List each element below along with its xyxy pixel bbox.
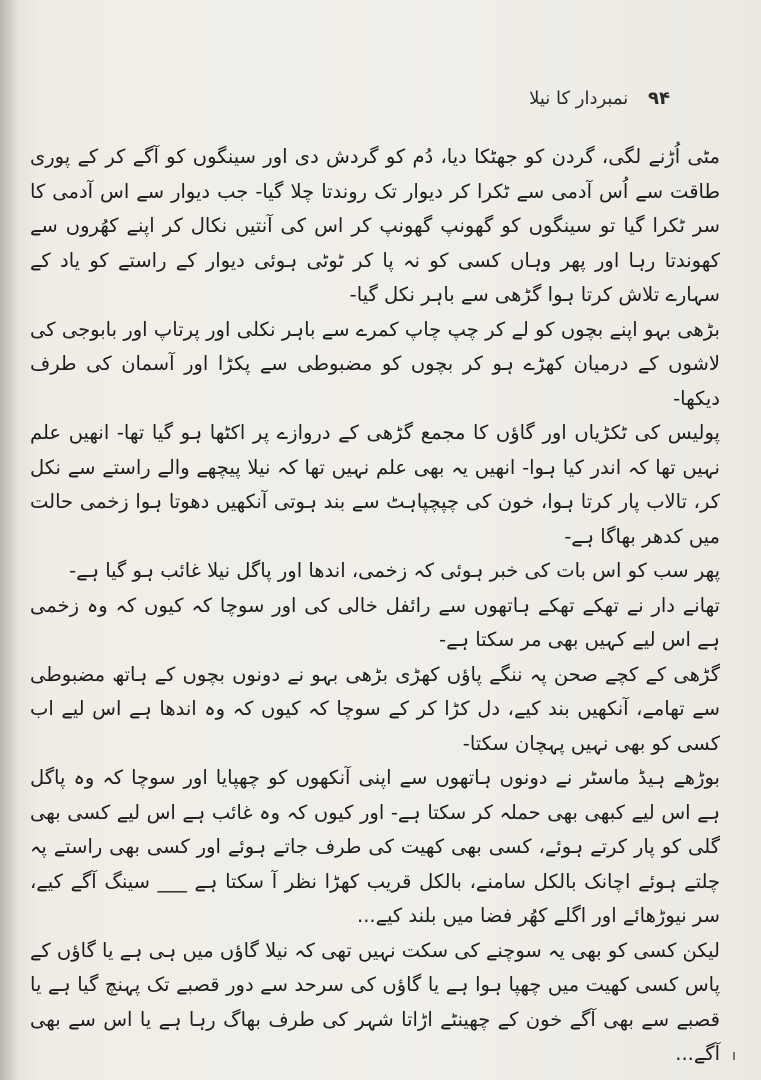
- paragraph: مٹی اُڑنے لگی، گردن کو جھٹکا دیا، دُم کو گردش دی اور سینگوں کو آگے کر کے پوری طاقت سے اُس آدمی سے ٹکرا کر دیوار تک روندتا چلا گیا- جب دیوار سے اس آدمی کا سر ٹکرا گیا تو سینگوں کو گھونپ گھونپ کر اس کی آنتیں نکال کر اپنے کھُروں سے کھوندتا رہا اور پھر وہاں کسی کو نہ پا کر ٹوٹی ہوئی دیوار کے راستے کو یاد کے سہارے تلاش کرتا ہوا گڑھی سے باہر نکل گیا-: [30, 145, 720, 306]
- page-corner-mark: [733, 1052, 741, 1060]
- paragraph: پولیس کی ٹکڑیاں اور گاؤں کا مجمع گڑھی کے دروازے پر اکٹھا ہو گیا تھا- انھیں علم نہیں تھا کہ اندر کیا ہوا- انھیں یہ بھی علم نہیں تھا کہ نیلا پیچھے والے راستے سے نکل کر، تالاب پار کرتا ہوا، خون کی چپچپاہٹ سے بند ہوتی آنکھیں دھوتا ہوا زخمی حالت میں کدھر بھاگا ہے-: [30, 421, 720, 548]
- paragraph: بڑھی بہو اپنے بچوں کو لے کر چپ چاپ کمرے سے باہر نکلی اور پرتاپ اور بابوجی کی لاشوں کے درمیان کھڑے ہو کر بچوں کو مضبوطی سے پکڑا اور آسمان کی طرف دیکھا-: [30, 317, 720, 410]
- running-title: نمبردار کا نیلا: [529, 88, 629, 109]
- page-header: [490, 88, 670, 109]
- page-body-text: [30, 140, 720, 1072]
- paragraph: پھر سب کو اس بات کی خبر ہوئی کہ زخمی، اندھا اور پاگل نیلا غائب ہو گیا ہے-: [69, 559, 720, 582]
- paragraph: گڑھی کے کچے صحن پہ ننگے پاؤں کھڑی بڑھی بہو نے دونوں بچوں کے ہاتھ مضبوطی سے تھامے، آنکھیں بند کیے، دل کڑا کر کے سوچا کہ کیوں کہ وہ اندھا ہے اس لیے اب کسی کو بھی نہیں پہچان سکتا-: [30, 662, 720, 755]
- page-gutter-shadow: [0, 0, 18, 1080]
- paragraph: لیکن کسی کو بھی یہ سوچنے کی سکت نہیں تھی کہ نیلا گاؤں میں ہی ہے یا گاؤں کے پاس کسی کھیت میں چھپا ہوا ہے یا گاؤں کی سرحد سے دور قصبے تک پہنچ گیا ہے یا قصبے سے بھی آگے خون کے چھینٹے اڑاتا شہر کی طرف بھاگ رہا ہے یا اس سے بھی آگے...: [29, 938, 720, 1065]
- page-number: ۹۴: [648, 88, 670, 109]
- paragraph: بوڑھے ہیڈ ماسٹر نے دونوں ہاتھوں سے اپنی آنکھوں کو چھپایا اور سوچا کہ وہ پاگل ہے اس لیے کبھی بھی حملہ کر سکتا ہے- اور کیوں کہ وہ غائب ہے اس لیے کسی بھی گلی کو پار کرتے ہوئے، کسی بھی کھیت کی طرف جاتے ہوئے اور کسی بھی راستے پہ چلتے ہوئے اچانک بالکل سامنے، بالکل قریب کھڑا نظر آ سکتا ہے ___ سینگ آگے کیے، سر نیوڑھائے اور اگلے کھُر فضا میں بلند کیے...: [30, 766, 720, 927]
- paragraph: تھانے دار نے تھکے تھکے ہاتھوں سے رائفل خالی کی اور سوچا کہ کیوں کہ وہ زخمی ہے اس لیے کہیں بھی مر سکتا ہے-: [30, 593, 720, 651]
